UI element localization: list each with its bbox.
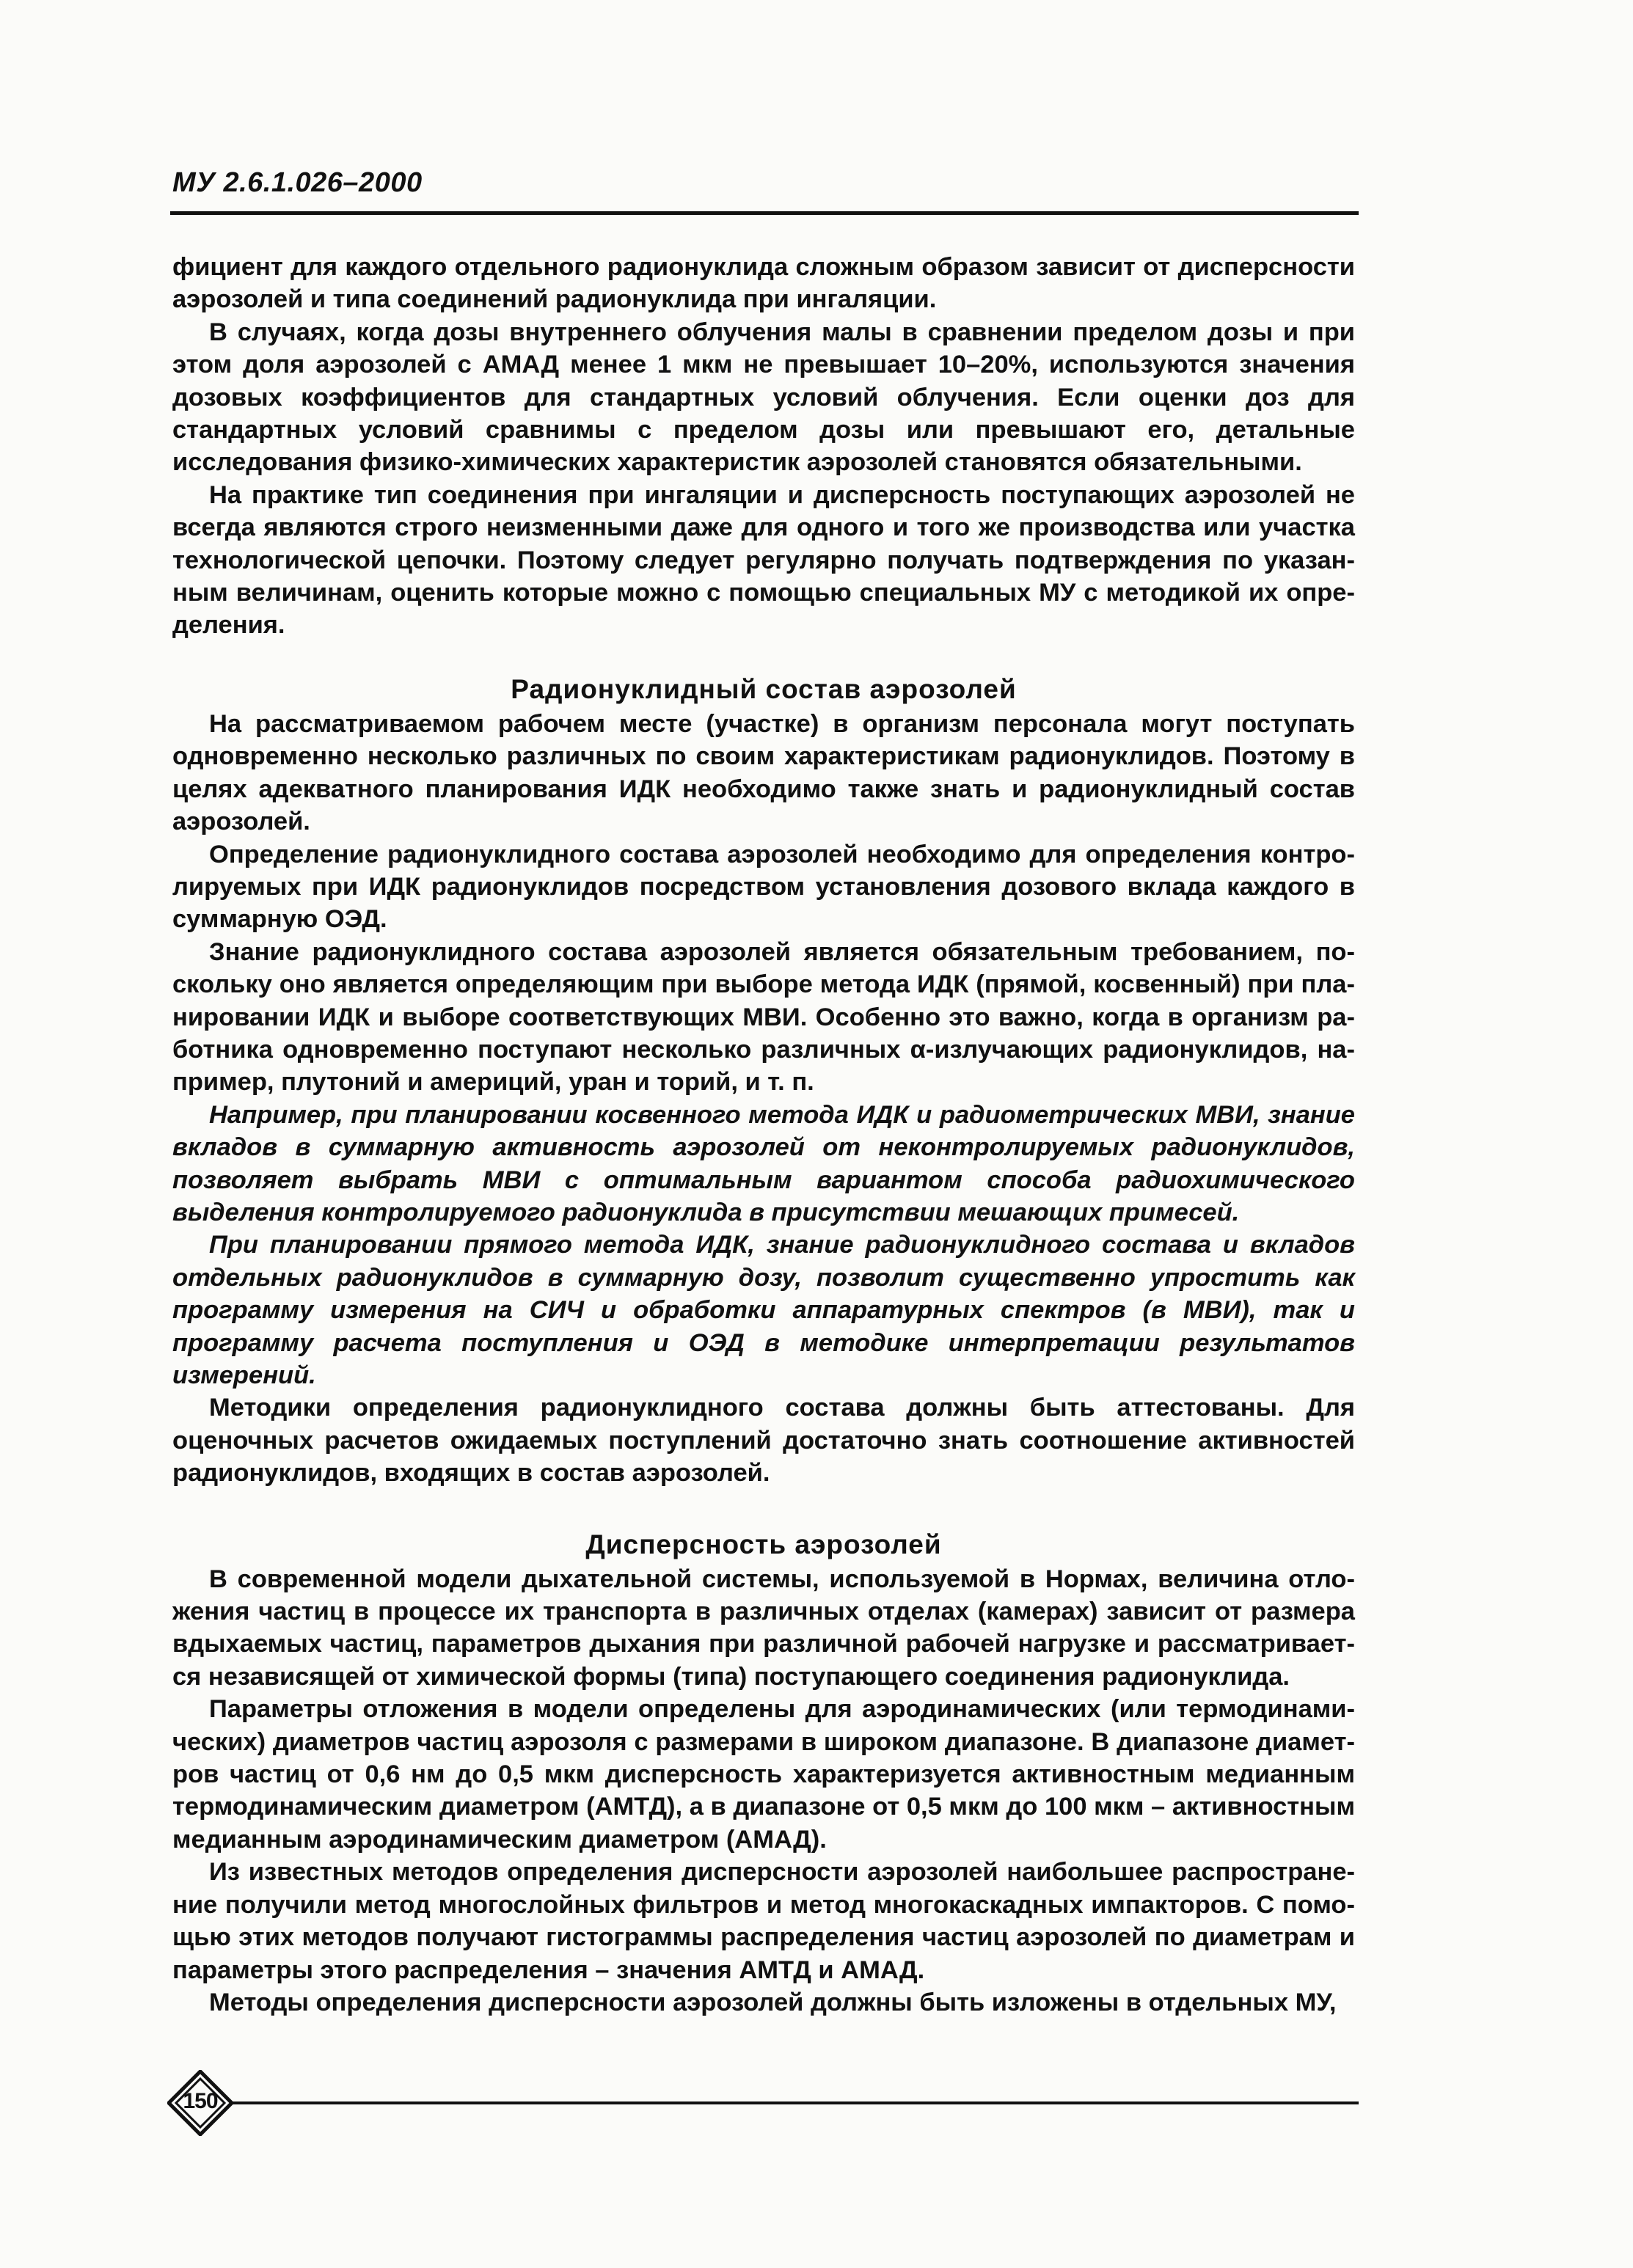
paragraph-10: В современной модели дыхательной системы, используемой в Нормах, величина отложения частиц в процессе их транспорта в различных отделах (камерах) зависит от размера вдыхаемых частиц, параметров дыхания при различной рабочей нагрузке и рассматривается независящей от химической формы (типа) поступающего соединения радионуклида.	[172, 1565, 1355, 1691]
footer-rule	[232, 2101, 1359, 2104]
page-number: 150	[183, 2089, 218, 2113]
document-code: МУ 2.6.1.026–2000	[172, 167, 423, 198]
paragraph-1: фициент для каждого отдельного радионуклида сложным образом зависит от дисперсности аэрозолей и типа соединений радионуклида при ингаляции.	[172, 253, 1355, 314]
paragraph-7: Например, при планировании косвенного метода ИДК и радиометрических МВИ, знание вкладов в суммарную активность аэрозолей от неконтролируемых радионуклидов, позволяет выбрать МВИ с оптимальным вариантом способа радиохимического выделения контролируемого радионуклида в присутствии мешающих примесей.	[172, 1100, 1355, 1226]
paragraph-2: В случаях, когда дозы внутреннего облучения малы в сравнении пределом дозы и при этом доля аэрозолей с АМАД менее 1 мкм не превышает 10–20%, используются значения дозовых коэффициентов для стандартных условий облучения. Если оценки доз для стандартных условий сравнимы с пределом дозы или превышают его, детальные исследования физико-химических характеристик аэрозолей становятся обязательными.	[172, 318, 1355, 477]
paragraph-5: Определение радионуклидного состава аэрозолей необходимо для определения контролируемых при ИДК радионуклидов посредством установления дозового вклада каждого в суммарную ОЭД.	[172, 840, 1355, 934]
paragraph-8: При планировании прямого метода ИДК, знание радионуклидного состава и вкладов отдельных радионуклидов в суммарную дозу, позволит существенно упростить как программу измерения на СИЧ и обработки аппаратурных спектров (в МВИ), так и программу расчета поступления и ОЭД в методике интерпретации результатов измерений.	[172, 1231, 1355, 1389]
paragraph-11: Параметры отложения в модели определены для аэродинамических (или термодинамических) диаметров частиц аэрозоля с размерами в широком диапазоне. В диапазоне диаметров частиц от 0,6 нм до 0,5 мкм дисперсность характеризуется активностным медианным термодинамическим диаметром (АМТД), а в диапазоне от 0,5 мкм до 100 мкм – активностным медианным аэродинамическим диаметром (АМАД).	[172, 1695, 1355, 1854]
section-heading-dispersion: Дисперсность аэрозолей	[585, 1529, 942, 1559]
header-rule	[170, 211, 1359, 215]
page-footer	[167, 2070, 1363, 2136]
paragraph-6: Знание радионуклидного состава аэрозолей является обязательным требованием, поскольку оно является определяющим при выборе метода ИДК (прямой, косвенный) при планировании ИДК и выборе соответствующих МВИ. Особенно это важно, когда в организм работника одновременно поступают несколько различных α-излучающих радионуклидов, например, плутоний и америций, уран и торий, и т. п.	[172, 937, 1355, 1097]
paragraph-3: На практике тип соединения при ингаляции и дисперсность поступающих аэрозолей не всегда являются строго неизменными даже для одного и того же производства или участка технологической цепочки. Поэтому следует регулярно получать подтверждения по указанным величинам, оценить которые можно с помощью специальных МУ с методикой их определения.	[172, 480, 1355, 640]
paragraph-9: Методики определения радионуклидного состава должны быть аттестованы. Для оценочных расчетов ожидаемых поступлений достаточно знать соотношение активностей радионуклидов, входящих в состав аэрозолей.	[172, 1394, 1355, 1488]
paragraph-13: Методы определения дисперсности аэрозолей должны быть изложены в отдельных МУ,	[209, 1988, 1337, 2016]
section-heading-radionuclide: Радионуклидный состав аэрозолей	[511, 673, 1017, 704]
paragraph-12: Из известных методов определения дисперсности аэрозолей наибольшее распространение получили метод многослойных фильтров и метод многокаскадных импакторов. С помощью этих методов получают гистограммы распределения частиц аэрозолей по диаметрам и параметры этого распределения – значения АМТД и АМАД.	[172, 1858, 1355, 1984]
main-text	[172, 251, 1355, 2019]
paragraph-4: На рассматриваемом рабочем месте (участке) в организм персонала могут поступать одновременно несколько различных по своим характеристикам радионуклидов. Поэтому в целях адекватного планирования ИДК необходимо также знать и радионуклидный состав аэрозолей.	[172, 709, 1355, 836]
